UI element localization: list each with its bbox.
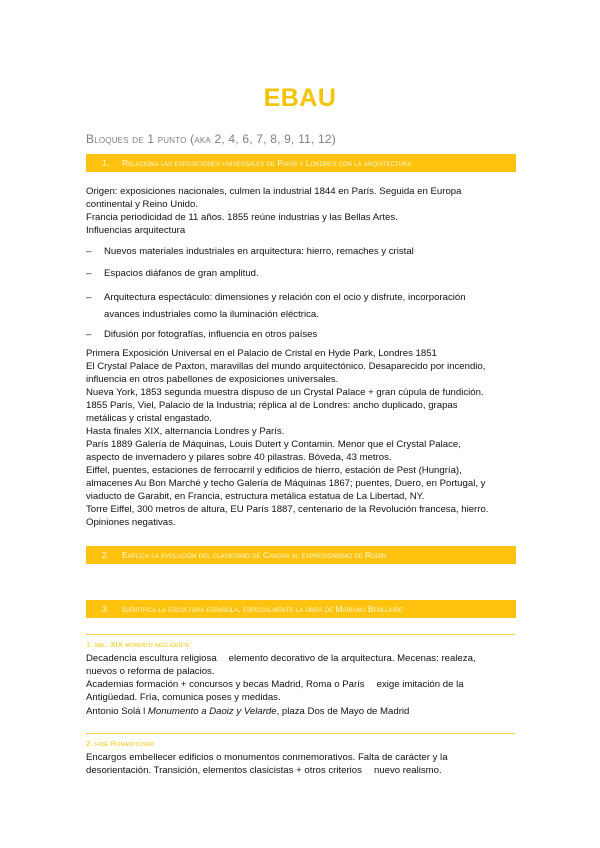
bullet-item <box>86 268 516 281</box>
text-line: continental y Reino Unido. <box>86 199 198 210</box>
text-line: Origen: exposiciones nacionales, culmen la industrial 1844 en París. Seguida en Europa <box>86 186 462 197</box>
section-heading: Bloques de 1 punto (aka 2, 4, 6, 7, 8, 9, 11, 12) <box>86 132 336 146</box>
bullet-dash: – <box>86 292 92 303</box>
text-line <box>86 653 516 666</box>
text-line <box>86 706 516 719</box>
text-line: París 1889 Galería de Máquinas, Louis Dutert y Contamin. Menor que el Crystal Palace, <box>86 439 461 450</box>
text-segment: , plaza Dos de Mayo de Madrid <box>276 706 410 717</box>
text-segment: Antonio Solá l <box>86 706 148 717</box>
question-text: Relaciona las exposiciones universales de París y Londres con la arquitectura <box>122 158 412 168</box>
text-line: influencia en otros pabellones de exposiciones universales. <box>86 374 339 385</box>
text-line: Antigüedad. Fría, comunica poses y medidas. <box>86 692 281 703</box>
text-line: Hasta finales XIX, alternancia Londres y París. <box>86 426 285 437</box>
bullet-item <box>86 309 516 322</box>
text-line: aspecto de invernadero y pilares sobre 40 pilastras. Bóveda, 43 metros. <box>86 452 392 463</box>
text-line: Encargos embellecer edificios o monumentos conmemorativos. Falta de carácter y la <box>86 752 448 763</box>
question-text: Identifica la escultura española, especialmente la obra de Mariano Benlliure <box>122 604 403 614</box>
text-line: Primera Exposición Universal en el Palacio de Cristal en Hyde Park, Londres 1851 <box>86 348 437 359</box>
subsection-heading: 2. fase Romanticismo <box>86 739 155 748</box>
question-text: Explica la evolución del clasicismo de Canova al expresionismo de Rodin <box>122 550 387 560</box>
text-line: viaducto de Garabit, en Francia, estructura metálica estatua de La Libertad, NY. <box>86 491 425 502</box>
bullet-text: Difusión por fotografías, influencia en otros países <box>104 329 318 340</box>
bullet-item <box>86 292 516 305</box>
text-line <box>86 765 516 778</box>
text-line: Francia periodicidad de 11 años. 1855 reúne industrias y las Bellas Artes. <box>86 212 398 223</box>
text-segment: Academias formación + concursos y becas Madrid, Roma o París <box>86 679 365 690</box>
artwork-title: Monumento a Daoiz y Velarde <box>147 706 277 717</box>
text-line: almacenes Au Bon Marché y techo Galería de Máquinas 1867; puentes, Duero, en Portugal, y <box>86 478 486 489</box>
text-segment: Decadencia escultura religiosa <box>86 653 217 664</box>
question-bar-1 <box>86 154 516 172</box>
text-line <box>86 679 516 692</box>
bullet-text: Nuevos materiales industriales en arquitectura: hierro, remaches y cristal <box>104 246 414 257</box>
question-bar-2 <box>86 546 516 564</box>
question-bar-3 <box>86 600 516 618</box>
bullet-text: Espacios diáfanos de gran amplitud. <box>104 268 259 279</box>
bullet-dash: – <box>86 246 92 257</box>
text-line: El Crystal Palace de Paxton, maravillas del mundo arquitectónico. Desaparecido por incendio, <box>86 361 486 372</box>
bullet-dash: – <box>86 329 92 340</box>
text-line: metálicas y cristal engastado. <box>86 413 212 424</box>
text-line: Eiffel, puentes, estaciones de ferrocarril y edificios de hierro, estación de Pest (Hungría), <box>86 465 462 476</box>
bullet-item <box>86 329 516 342</box>
bullet-text: Arquitectura espectáculo: dimensiones y relación con el ocio y disfrute, incorporación <box>104 292 466 303</box>
question-number: 2. <box>102 550 110 560</box>
question-number: 1. <box>102 158 110 168</box>
text-segment: elemento decorativo de la arquitectura. Mecenas: realeza, <box>228 653 476 664</box>
subsection-heading: 1. mal. XIX momento negligente <box>86 640 190 649</box>
section-divider <box>86 634 516 635</box>
text-line: Nueva York, 1853 segunda muestra dispuso de un Crystal Palace + gran cúpula de fundición. <box>86 387 484 398</box>
text-segment: desorientación. Transición, elementos clasicistas + otros criterios <box>86 765 362 776</box>
text-segment: exige imitación de la <box>376 679 464 690</box>
section-divider <box>86 733 516 734</box>
text-segment: nuevo realismo. <box>373 765 442 776</box>
text-line: Influencias arquitectura <box>86 225 186 236</box>
text-line: Torre Eiffel, 300 metros de altura, EU París 1887, centenario de la Revolución francesa, hierro. <box>86 504 489 515</box>
bullet-item <box>86 246 516 259</box>
text-line: Opiniones negativas. <box>86 517 176 528</box>
text-line: 1855 París, Viel, Palacio de la Industria; réplica al de Londres: ancho duplicado, grapas <box>86 400 458 411</box>
text-line: nuevos o reforma de palacios. <box>86 666 215 677</box>
bullet-text: avances industriales como la iluminación eléctrica. <box>104 309 319 320</box>
document-title: EBAU <box>263 84 337 112</box>
question-number: 3. <box>102 604 110 614</box>
bullet-dash: – <box>86 268 92 279</box>
